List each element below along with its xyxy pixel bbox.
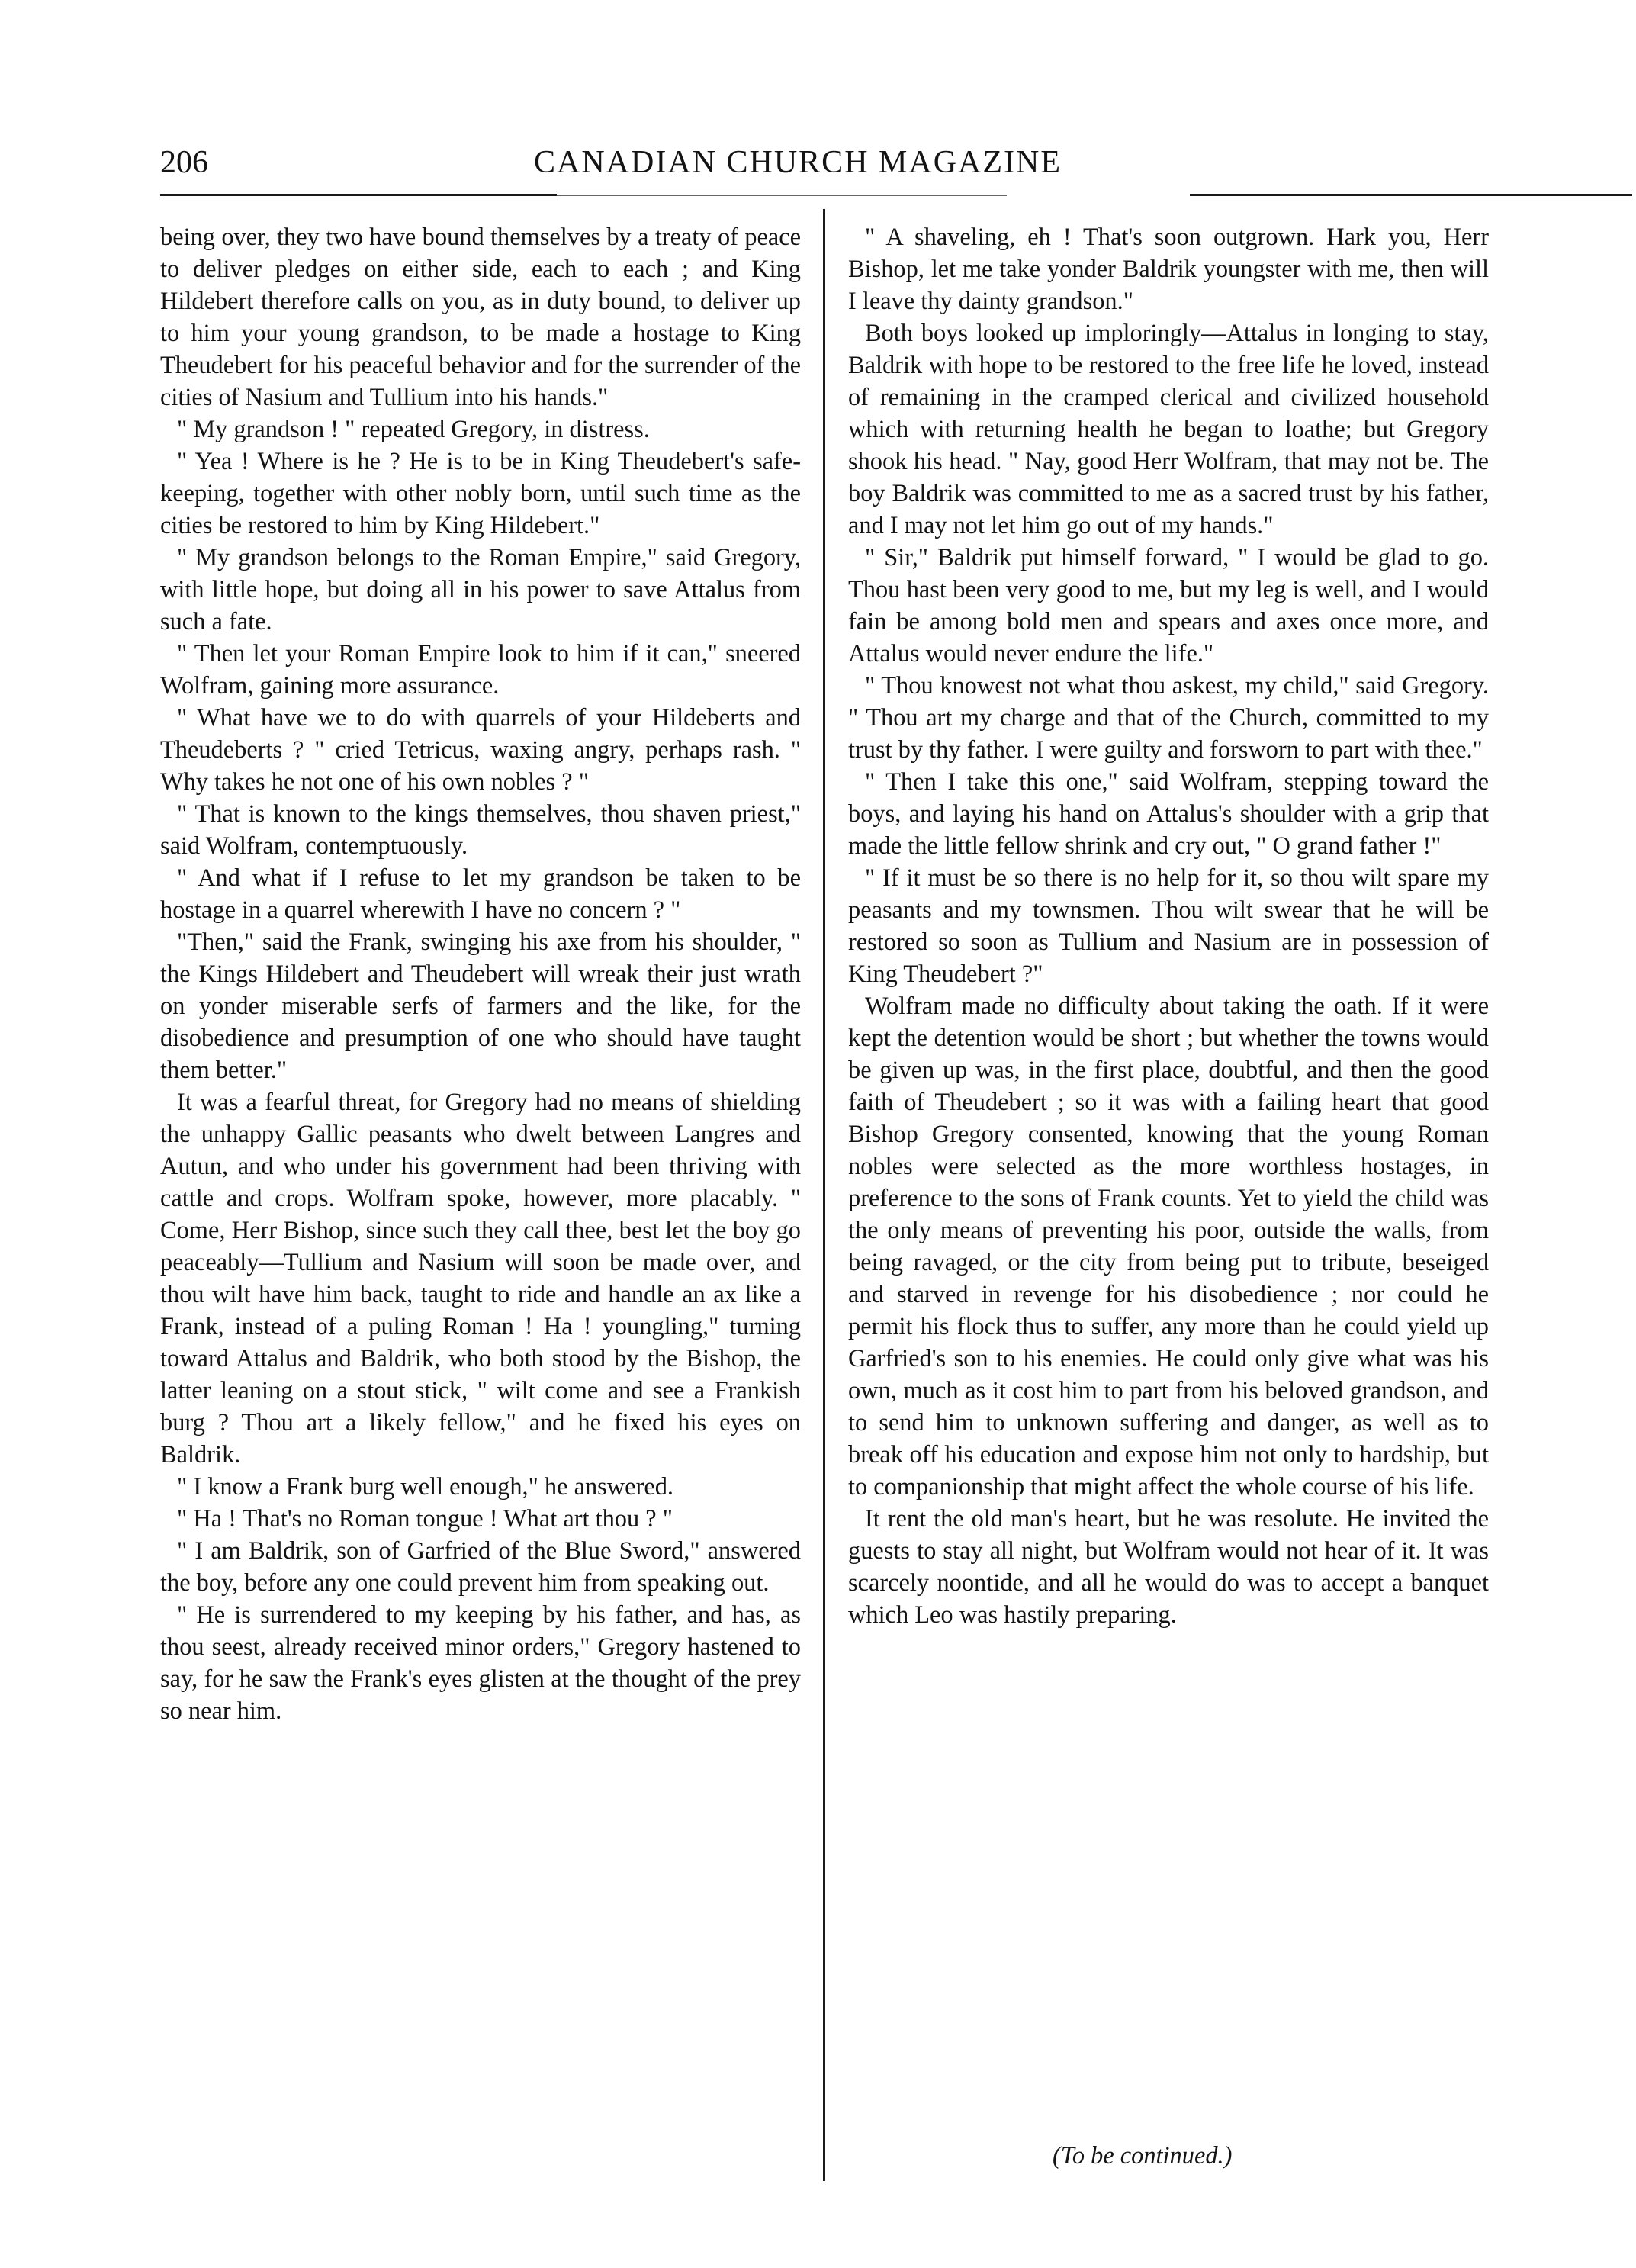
paragraph: It was a fearful threat, for Gregory had no means of shielding the unhappy Gallic peasants who dwelt between Langres and Autun, and who under his government had been thriving with cattle and crops. Wolfram spoke, however, more placably. " Come, Herr Bishop, since such they call thee, best let the boy go peaceably—Tullium and Nasium will soon be made over, and thou wilt have him back, taught to ride and handle an ax like a Frank, instead of a puling Roman ! Ha ! youngling," turning toward Attalus and Baldrik, who both stood by the Bishop, the latter leaning on a stout stick, " wilt come and see a Frankish burg ? Thou art a likely fellow," and he fixed his eyes on Baldrik.: [160, 1089, 801, 1469]
paragraph: " My grandson belongs to the Roman Empire," said Gregory, with little hope, but doing all in his power to save Attalus from such a fate.: [160, 544, 801, 635]
paragraph: " Then I take this one," said Wolfram, stepping toward the boys, and laying his hand on Attalus's shoulder with a grip that made the little fellow shrink and cry out, " O grand father !": [848, 768, 1489, 860]
paragraph: Both boys looked up imploringly—Attalus in longing to stay, Baldrik with hope to be restored to the free life he loved, instead of remaining in the cramped clerical and civilized household which with returning health he began to loathe; but Gregory shook his head. " Nay, good Herr Wolfram, that may not be. The boy Baldrik was committed to me as a sacred trust by his father, and I may not let him go out of my hands.": [848, 320, 1489, 539]
paragraph: " Then let your Roman Empire look to him if it can," sneered Wolfram, gaining more assurance.: [160, 640, 801, 700]
to-be-continued: (To be continued.): [1053, 2142, 1233, 2170]
paragraph: " Yea ! Where is he ? He is to be in King Theudebert's safe-keeping, together with other nobly born, until such time as the cities be restored to him by King Hildebert.": [160, 448, 801, 539]
paragraph: It rent the old man's heart, but he was resolute. He invited the guests to stay all night, but Wolfram would not hear of it. It was scarcely noontide, and all he would do was to accept a banquet which Leo was hastily preparing.: [848, 1505, 1489, 1629]
paragraph: " Ha ! That's no Roman tongue ! What art thou ? ": [177, 1505, 673, 1533]
header-rule-middle: [557, 195, 1007, 196]
left-column: [160, 221, 801, 1727]
paragraph: being over, they two have bound themselves by a treaty of peace to deliver pledges on either side, each to each ; and King Hildebert therefore calls on you, as in duty bound, to deliver up to him your young grandson, to be made a hostage to King Theudebert for his peaceful behavior and for the surrender of the cities of Nasium and Tullium into his hands.": [160, 224, 801, 411]
paragraph: " A shaveling, eh ! That's soon outgrown. Hark you, Herr Bishop, let me take yonder Baldrik youngster with me, then will I leave thy dainty grandson.": [848, 224, 1489, 315]
paragraph: Wolfram made no difficulty about taking the oath. If it were kept the detention would be short ; but whether the towns would be given up was, in the first place, doubtful, and then the good faith of Theudebert ; so it was with a failing heart that good Bishop Gregory consented, knowing that the young Roman nobles were selected as the more worthless hostages, in preference to the sons of Frank counts. Yet to yield the child was the only means of preventing his poor, outside the walls, from being ravaged, or the city from being put to tribute, beseiged and starved in revenge for his disobedience ; nor could he permit his flock thus to suffer, any more than he could yield up Garfried's son to his enemies. He could only give what was his own, much as it cost him to part from his beloved grandson, and to send him to unknown suffering and danger, as well as to break off his education and expose him not only to hardship, but to companionship that might affect the whole course of his life.: [848, 992, 1489, 1501]
header-rule-right: [1190, 194, 1632, 196]
paragraph: " Thou knowest not what thou askest, my child," said Gregory. " Thou art my charge and that of the Church, committed to my trust by thy father. I were guilty and forsworn to part with thee.": [848, 672, 1489, 764]
paragraph: " If it must be so there is no help for it, so thou wilt spare my peasants and my townsmen. Thou wilt swear that he will be restored so soon as Tullium and Nasium are in possession of King Theudebert ?": [848, 864, 1489, 988]
paragraph: " I know a Frank burg well enough," he answered.: [177, 1473, 674, 1501]
paragraph: " What have we to do with quarrels of your Hildeberts and Theudeberts ? " cried Tetricus, waxing angry, perhaps rash. " Why takes he not one of his own nobles ? ": [160, 704, 801, 796]
paragraph: " That is known to the kings themselves, thou shaven priest," said Wolfram, contemptuously.: [160, 800, 801, 860]
paragraph: " My grandson ! " repeated Gregory, in distress.: [177, 416, 650, 443]
header-rule-left: [160, 194, 557, 196]
paragraph: "Then," said the Frank, swinging his axe from his shoulder, " the Kings Hildebert and Theudebert will wreak their just wrath on yonder miserable serfs of farmers and the like, for the disobedience and presumption of one who should have taught them better.": [160, 928, 801, 1084]
paragraph: " He is surrendered to my keeping by his father, and has, as thou seest, already received minor orders," Gregory hastened to say, for he saw the Frank's eyes glisten at the thought of the prey so near him.: [160, 1601, 801, 1725]
paragraph: " I am Baldrik, son of Garfried of the Blue Sword," answered the boy, before any one could prevent him from speaking out.: [160, 1537, 801, 1597]
paragraph: " Sir," Baldrik put himself forward, " I would be glad to go. Thou hast been very good to me, but my leg is well, and I would fain be among bold men and spears and axes once more, and Attalus would never endure the life.": [848, 544, 1489, 668]
right-column: [848, 221, 1489, 1631]
running-head: CANADIAN CHURCH MAGAZINE: [534, 145, 1062, 180]
page-number: 206: [160, 145, 208, 180]
paragraph: " And what if I refuse to let my grandson be taken to be hostage in a quarrel wherewith I have no concern ? ": [160, 864, 801, 924]
column-divider: [823, 209, 825, 2181]
